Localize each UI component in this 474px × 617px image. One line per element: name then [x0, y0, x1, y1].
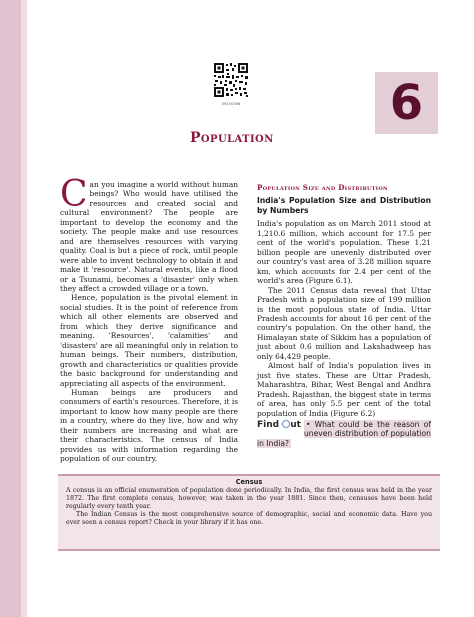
- page-side-strip: [0, 0, 27, 617]
- right-column: [257, 183, 431, 448]
- chapter-title: Population: [190, 130, 274, 146]
- census-paragraph-2: The Indian Census is the most comprehensive source of demographic, social and economic data. Have you ever seen a census report? Check in your library if it has one.: [66, 511, 432, 526]
- census-paragraph-1: A census is an official enumeration of population done periodically. In India, the first census was held in the year 1872. The first complete census, however, was taken in the year 1881. Since then, censuses have been held regularly every tenth year.: [66, 487, 432, 510]
- right-paragraph-1: India's population as on March 2011 stood at 1,210.6 million, which account for 17.5 per cent of the world's population. These 1.21 billion people are unevenly distributed over our country's vast area of 3.28 million square km, which accounts for 2.4 per cent of the world's area (Figure 6.1).: [257, 219, 431, 286]
- find-out-logo-text: Find: [257, 419, 280, 430]
- section-subheading: India's Population Size and Distribution by Numbers: [257, 196, 431, 215]
- find-out-icon: [257, 420, 301, 431]
- right-paragraph-3: Almost half of India's population lives in just five states. These are Uttar Pradesh, Maharashtra, Bihar, West Bengal and Andhra Pradesh. Rajasthan, the biggest state in terms of area, has only 5.5 per cent of the total population of India (Figure 6.2): [257, 361, 432, 418]
- drop-cap: C: [60, 174, 88, 215]
- find-out-logo-text-2: ut: [290, 419, 301, 430]
- census-box: [58, 474, 440, 551]
- qr-code: [213, 62, 249, 98]
- left-paragraph-3: Human beings are producers and consumers of earth's resources. Therefore, it is important to know how many people are there in a country, where do they live, how and why their numbers are increasing and what are their characteristics. The census of India provides us with information regarding the population of our country.: [60, 387, 238, 464]
- right-paragraph-2: The 2011 Census data reveal that Uttar Pradesh with a population size of 199 million is the most populous state of India. Uttar Pradesh accounts for about 16 per cent of the country's population. On the other hand, the Himalayan state of Sikkim has a population of just about 0.6 million and Lakshadweep has only 64,429 people.: [257, 285, 431, 361]
- census-heading: Census: [235, 478, 263, 486]
- left-paragraph-1: an you imagine a world without human beings? Who would have utilised the resources and created social and cultural environment? The people are important to develop the economy and the society. The people make and use resources and are themselves resources with varying quality. Coal is but a piece of rock, until people were able to invent technology to obtain it and make it 'resource'. Natural events, like a flood or a Tsunami, becomes a 'disaster' only when they affect a crowded village or a town.: [60, 180, 238, 293]
- find-out-box: [257, 420, 431, 449]
- chapter-number: 6: [389, 75, 424, 131]
- left-paragraph-2: Hence, population is the pivotal element in social studies. It is the point of reference from which all other elements are observed and from which they derive significance and meaning. 'Resources', 'calamities' and 'disasters' are all meaningful only in relation to human beings. Their numbers, distribution, growth and characteristics or qualities provide the basic background for understanding and appreciating all aspects of the environment.: [60, 293, 238, 388]
- qr-caption: 0925CH06: [221, 102, 241, 106]
- page-side-strip-inner: [21, 0, 27, 617]
- left-column: [60, 174, 238, 464]
- section-title: Population Size and Distribution: [257, 183, 388, 192]
- find-out-question: • What could be the reason of uneven distribution of population in India?: [257, 419, 431, 448]
